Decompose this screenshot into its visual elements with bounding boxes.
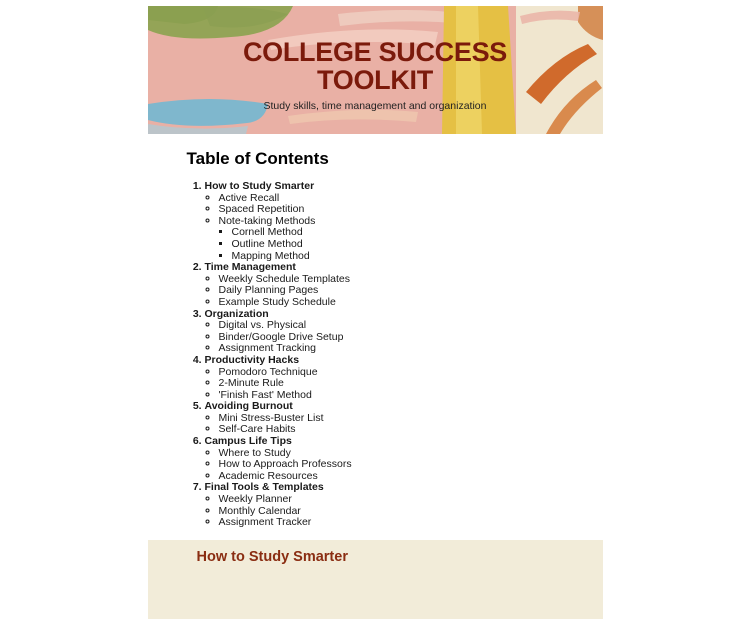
toc-level-1 bbox=[205, 494, 564, 529]
toc-item bbox=[219, 297, 564, 309]
toc-item-label: Final Tools & Templates bbox=[204, 481, 324, 494]
toc-level-1 bbox=[205, 193, 564, 263]
toc-item bbox=[219, 216, 564, 262]
toc-item-label: Outline Method bbox=[231, 237, 303, 250]
toc-heading: Table of Contents bbox=[186, 149, 329, 168]
toc-item-label: Organization bbox=[204, 307, 269, 320]
toc-item-label: Avoiding Burnout bbox=[204, 400, 293, 413]
toc-level-1 bbox=[205, 413, 564, 436]
toc-item bbox=[205, 436, 564, 482]
toc-item-label: Assignment Tracker bbox=[218, 516, 312, 529]
toc-list-container bbox=[187, 181, 564, 529]
toc-item-label: Active Recall bbox=[218, 191, 280, 204]
toc-item bbox=[205, 482, 564, 528]
toc-level-0 bbox=[187, 181, 564, 529]
document-page bbox=[148, 0, 603, 619]
toc-item-label: Note-taking Methods bbox=[218, 214, 316, 227]
header-banner bbox=[148, 6, 603, 134]
toc-item-label: Daily Planning Pages bbox=[218, 284, 319, 297]
toc-item-label: Time Management bbox=[204, 261, 296, 274]
toc-item bbox=[205, 309, 564, 355]
toc-item-label: Productivity Hacks bbox=[204, 353, 300, 366]
toc-item bbox=[205, 355, 564, 401]
toc-item-label: Assignment Tracking bbox=[218, 342, 316, 355]
toc-item-label: 'Finish Fast' Method bbox=[218, 388, 312, 401]
toc-item bbox=[205, 262, 564, 308]
toc-item-label: Mini Stress-Buster List bbox=[218, 411, 324, 424]
section-how-to-study-smarter bbox=[148, 540, 603, 619]
toc-item bbox=[205, 401, 564, 436]
toc-item-label: Mapping Method bbox=[231, 249, 310, 262]
page-title: COLLEGE SUCCESS TOOLKIT bbox=[242, 37, 508, 95]
toc-item bbox=[205, 181, 564, 262]
toc-item-label: Pomodoro Technique bbox=[218, 365, 318, 378]
toc-item-label: How to Study Smarter bbox=[204, 180, 315, 192]
toc-item bbox=[219, 517, 564, 529]
toc-level-1 bbox=[205, 320, 564, 355]
toc-item-label: Example Study Schedule bbox=[218, 295, 336, 308]
toc-item-label: Cornell Method bbox=[231, 226, 303, 239]
toc-item-label: Weekly Planner bbox=[218, 493, 292, 506]
toc-item-label: Binder/Google Drive Setup bbox=[218, 330, 344, 343]
toc-item-label: Where to Study bbox=[218, 446, 291, 459]
toc-item-label: Self-Care Habits bbox=[218, 423, 296, 436]
toc-item-label: Weekly Schedule Templates bbox=[218, 272, 351, 285]
toc-item-label: Digital vs. Physical bbox=[218, 319, 307, 332]
section-heading: How to Study Smarter bbox=[196, 548, 348, 565]
banner-text-block bbox=[148, 6, 603, 134]
toc-level-1 bbox=[205, 274, 564, 309]
toc-level-1 bbox=[205, 367, 564, 402]
toc-item-label: Campus Life Tips bbox=[204, 435, 292, 448]
toc-item-label: Academic Resources bbox=[218, 469, 318, 482]
toc-item-label: How to Approach Professors bbox=[218, 458, 352, 471]
toc-item-label: Spaced Repetition bbox=[218, 203, 305, 216]
toc-level-1 bbox=[205, 448, 564, 483]
page-subtitle: Study skills, time management and organization bbox=[263, 100, 487, 112]
toc-level-2 bbox=[219, 227, 564, 262]
toc-item-label: 2-Minute Rule bbox=[218, 377, 284, 390]
toc-item-label: Monthly Calendar bbox=[218, 504, 301, 517]
toc-section bbox=[148, 149, 603, 529]
